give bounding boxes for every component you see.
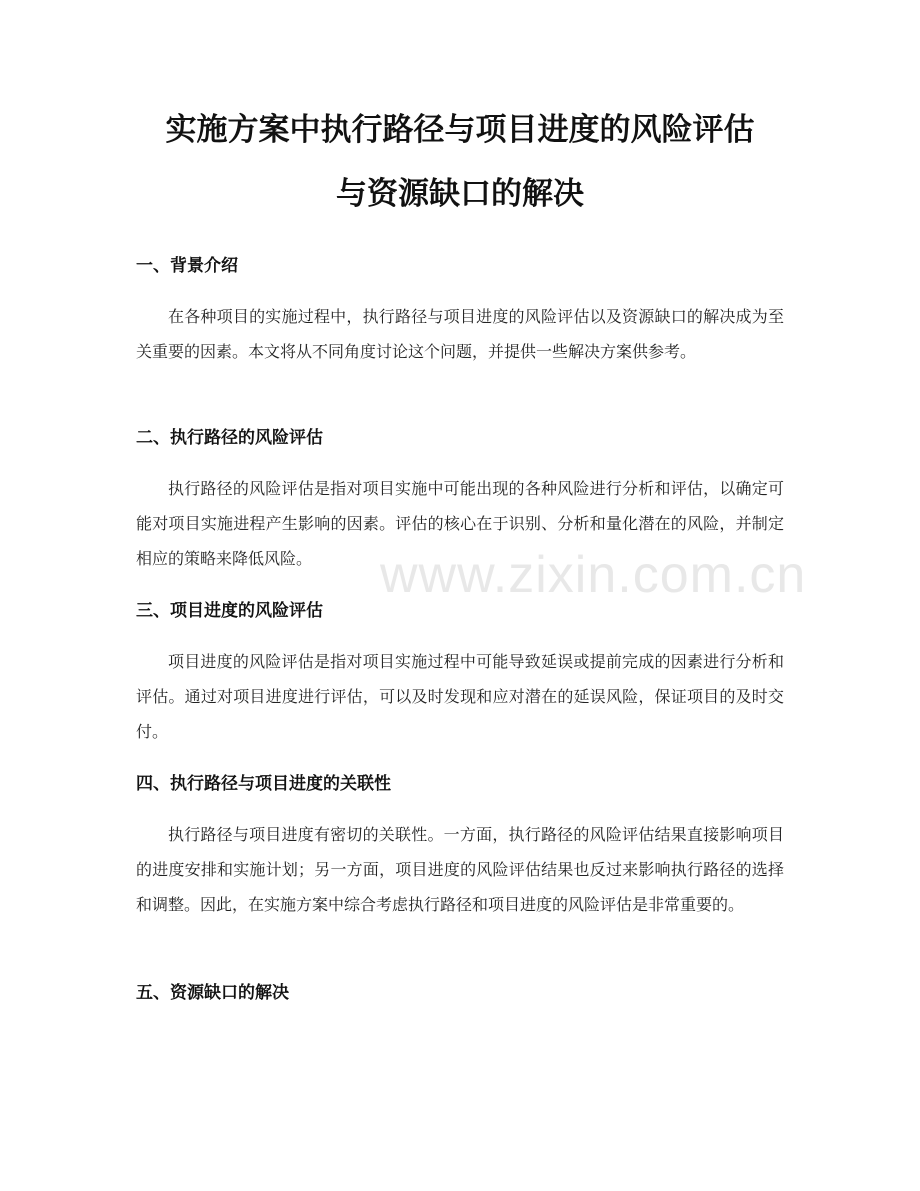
section-paragraph-correlation: 执行路径与项目进度有密切的关联性。一方面，执行路径的风险评估结果直接影响项目的进度安排和实施计划；另一方面，项目进度的风险评估结果也反过来影响执行路径的选择和调整。因此，在实施方案中综合考虑执行路径和项目进度的风险评估是非常重要的。	[136, 825, 784, 914]
section-paragraph-background: 在各种项目的实施过程中，执行路径与项目进度的风险评估以及资源缺口的解决成为至关重要的因素。本文将从不同角度讨论这个问题，并提供一些解决方案供参考。	[136, 307, 784, 361]
section-heading-resource-gap: 五、资源缺口的解决	[136, 983, 289, 1003]
watermark-text: www.zixin.com.cn	[380, 546, 807, 604]
section-paragraph-schedule-risk: 项目进度的风险评估是指对项目实施过程中可能导致延误或提前完成的因素进行分析和评估。通过对项目进度进行评估，可以及时发现和应对潜在的延误风险，保证项目的及时交付。	[136, 652, 784, 741]
document-title-line-2: 与资源缺口的解决	[336, 176, 584, 212]
document-title-line-1: 实施方案中执行路径与项目进度的风险评估	[165, 112, 755, 148]
section-heading-schedule-risk: 三、项目进度的风险评估	[136, 601, 323, 621]
section-paragraph-execution-path-risk: 执行路径的风险评估是指对项目实施中可能出现的各种风险进行分析和评估，以确定可能对项目实施进程产生影响的因素。评估的核心在于识别、分析和量化潜在的风险，并制定相应的策略来降低风险。	[136, 479, 784, 568]
section-heading-execution-path-risk: 二、执行路径的风险评估	[136, 428, 323, 448]
section-heading-correlation: 四、执行路径与项目进度的关联性	[136, 774, 391, 794]
section-heading-background: 一、背景介绍	[136, 256, 238, 276]
